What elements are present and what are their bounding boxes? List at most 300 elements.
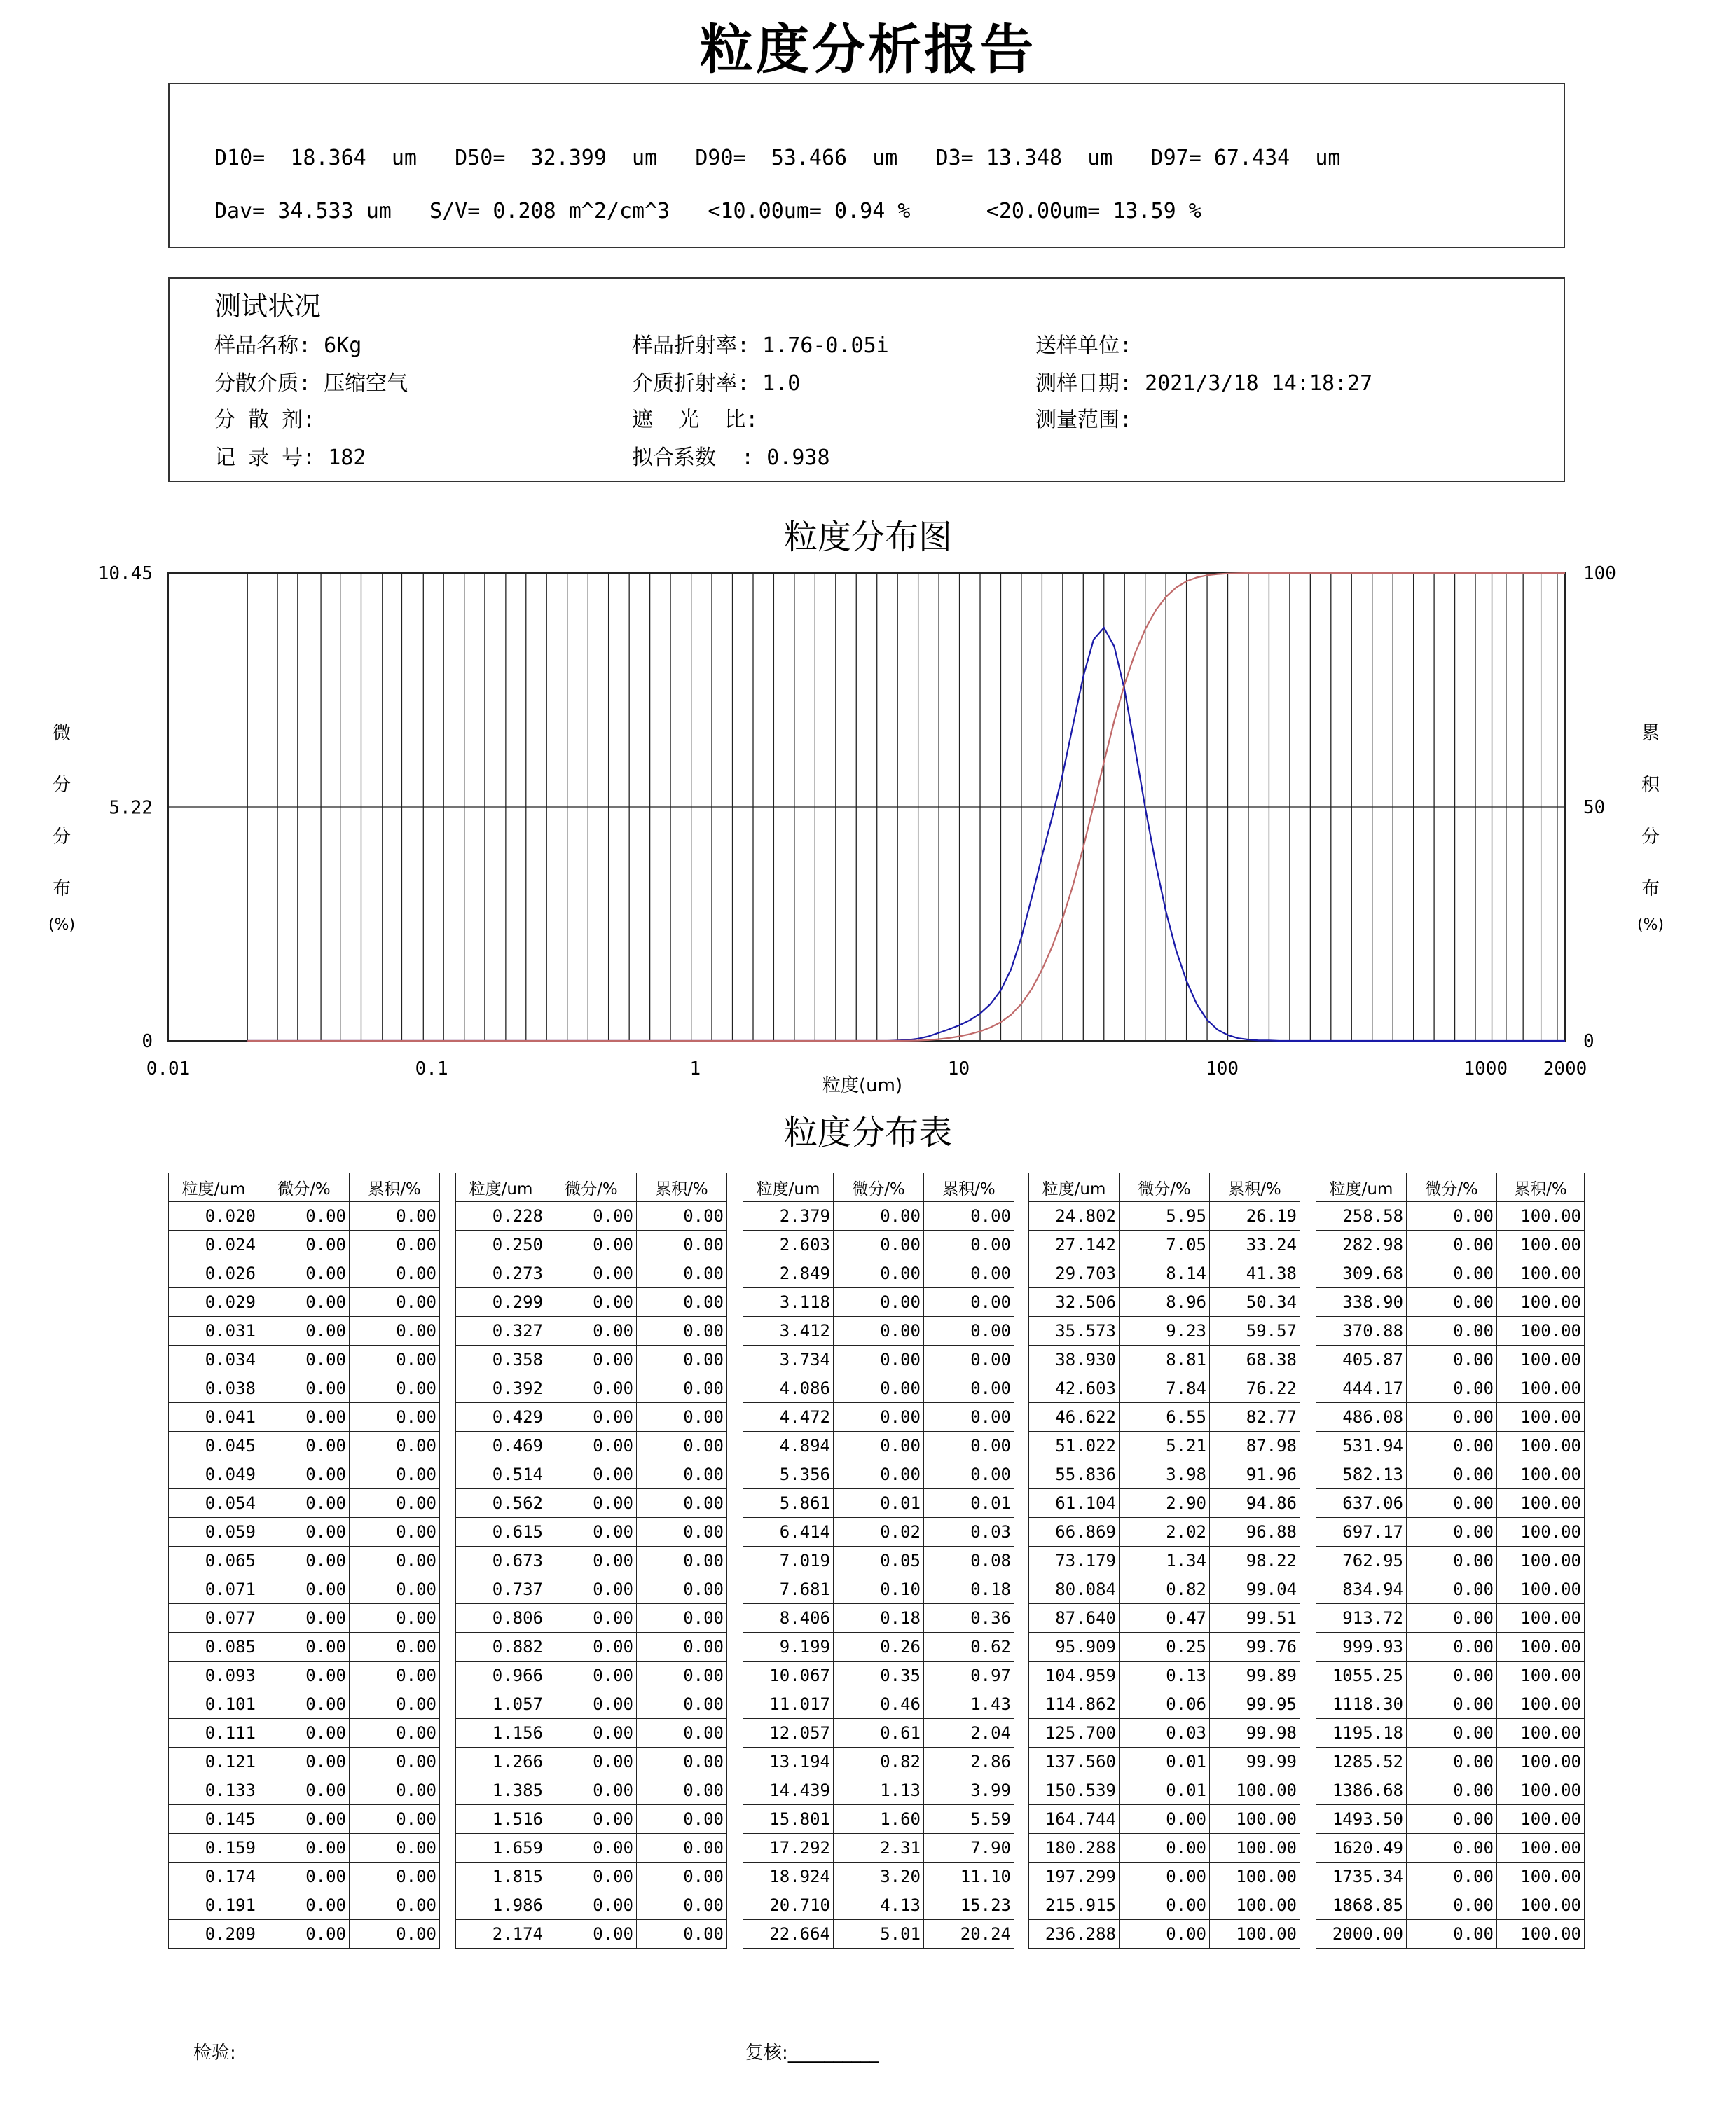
- table-cell: 4.086: [743, 1374, 834, 1403]
- table-row: [1029, 1518, 1300, 1547]
- table-row: [169, 1719, 440, 1748]
- table-cell: 15.801: [743, 1805, 834, 1834]
- table-header-row: [1029, 1173, 1300, 1202]
- table-cell: 0.26: [834, 1633, 924, 1662]
- table-cell: 0.00: [924, 1259, 1014, 1288]
- table-cell: 1118.30: [1316, 1690, 1407, 1719]
- table-row: [743, 1403, 1014, 1432]
- table-header-cell: 微分/%: [1407, 1173, 1497, 1202]
- table-row: [169, 1460, 440, 1489]
- table-cell: 1.986: [456, 1891, 546, 1920]
- table-cell: 0.059: [169, 1518, 259, 1547]
- table-cell: 100.00: [1497, 1604, 1585, 1633]
- report-title: 粒度分析报告: [700, 18, 1036, 81]
- table-cell: 0.00: [1407, 1604, 1497, 1633]
- table-header-cell: 粒度/um: [169, 1173, 259, 1202]
- table-header-cell: 累积/%: [924, 1173, 1014, 1202]
- table-cell: 0.00: [259, 1489, 350, 1518]
- table-cell: 137.560: [1029, 1748, 1120, 1776]
- table-header-cell: 微分/%: [834, 1173, 924, 1202]
- table-cell: 26.19: [1210, 1202, 1300, 1231]
- table-cell: 7.681: [743, 1575, 834, 1604]
- table-row: [456, 1288, 727, 1317]
- table-row: [169, 1288, 440, 1317]
- table-cell: 100.00: [1497, 1259, 1585, 1288]
- table-cell: 0.00: [1407, 1518, 1497, 1547]
- table-cell: 82.77: [1210, 1403, 1300, 1432]
- table-cell: 0.159: [169, 1834, 259, 1863]
- table-cell: 0.00: [350, 1374, 440, 1403]
- table-cell: 80.084: [1029, 1575, 1120, 1604]
- table-cell: 0.00: [637, 1374, 727, 1403]
- table-cell: 68.38: [1210, 1346, 1300, 1374]
- table-cell: 486.08: [1316, 1403, 1407, 1432]
- table-cell: 0.191: [169, 1891, 259, 1920]
- table-cell: 0.00: [637, 1863, 727, 1891]
- right-axis-label: [1637, 707, 1665, 936]
- table-cell: 0.562: [456, 1489, 546, 1518]
- table-cell: 0.00: [924, 1231, 1014, 1259]
- table-cell: 15.23: [924, 1891, 1014, 1920]
- y-left-tick-label: 0: [142, 1031, 153, 1052]
- table-cell: 0.62: [924, 1633, 1014, 1662]
- table-header-row: [456, 1173, 727, 1202]
- table-cell: 100.00: [1497, 1432, 1585, 1460]
- table-cell: 0.038: [169, 1374, 259, 1403]
- table-cell: 0.00: [637, 1259, 727, 1288]
- table-cell: 0.00: [637, 1662, 727, 1690]
- table-row: [1029, 1259, 1300, 1288]
- table-cell: 100.00: [1497, 1891, 1585, 1920]
- x-axis-label: 粒度(um): [822, 1075, 903, 1096]
- table-cell: 0.00: [546, 1259, 637, 1288]
- table-cell: 2000.00: [1316, 1920, 1407, 1949]
- table-cell: 0.00: [350, 1547, 440, 1575]
- table-cell: 0.514: [456, 1460, 546, 1489]
- table-row: [1316, 1231, 1585, 1259]
- table-cell: 99.98: [1210, 1719, 1300, 1748]
- conditions-heading: 测试状况: [214, 291, 322, 322]
- table-cell: 0.00: [834, 1460, 924, 1489]
- table-cell: 6.414: [743, 1518, 834, 1547]
- fit-coefficient: 拟合系数 : 0.938: [632, 445, 830, 470]
- table-row: [1316, 1288, 1585, 1317]
- summary-row-2: Dav= 34.533 um S/V= 0.208 m^2/cm^3 <10.00um= 0.94 % <20.00um= 13.59 %: [214, 199, 1201, 223]
- table-cell: 1.516: [456, 1805, 546, 1834]
- table-cell: 0.00: [259, 1547, 350, 1575]
- table-row: [456, 1547, 727, 1575]
- table-cell: 3.99: [924, 1776, 1014, 1805]
- table-cell: 0.18: [924, 1575, 1014, 1604]
- table-cell: 0.299: [456, 1288, 546, 1317]
- table-cell: 0.065: [169, 1547, 259, 1575]
- sender: 送样单位:: [1035, 333, 1133, 358]
- table-header-cell: 微分/%: [259, 1173, 350, 1202]
- sample-name: 样品名称: 6Kg: [214, 333, 362, 358]
- table-cell: 0.00: [924, 1403, 1014, 1432]
- table-row: [1316, 1259, 1585, 1288]
- table-cell: 0.00: [637, 1547, 727, 1575]
- table-cell: 236.288: [1029, 1920, 1120, 1949]
- table-row: [456, 1863, 727, 1891]
- table-cell: 0.00: [350, 1231, 440, 1259]
- table-cell: 0.00: [259, 1460, 350, 1489]
- table-row: [1029, 1863, 1300, 1891]
- table-row: [743, 1432, 1014, 1460]
- table-row: [456, 1346, 727, 1374]
- table-cell: 0.00: [1407, 1432, 1497, 1460]
- table-cell: 11.10: [924, 1863, 1014, 1891]
- table-row: [1316, 1547, 1585, 1575]
- table-cell: 100.00: [1497, 1317, 1585, 1346]
- table-cell: 0.00: [637, 1834, 727, 1863]
- table-cell: 0.01: [834, 1489, 924, 1518]
- table-row: [456, 1633, 727, 1662]
- table-cell: 0.00: [1407, 1662, 1497, 1690]
- y-left-tick-label: 5.22: [109, 797, 153, 819]
- table-cell: 1195.18: [1316, 1719, 1407, 1748]
- table-cell: 0.00: [924, 1317, 1014, 1346]
- table-row: [743, 1202, 1014, 1231]
- table-row: [1316, 1575, 1585, 1604]
- table-cell: 0.00: [1407, 1575, 1497, 1604]
- table-cell: 0.133: [169, 1776, 259, 1805]
- test-date: 测样日期: 2021/3/18 14:18:27: [1035, 371, 1373, 396]
- table-cell: 0.00: [350, 1202, 440, 1231]
- table-cell: 309.68: [1316, 1259, 1407, 1288]
- table-row: [169, 1432, 440, 1460]
- table-cell: 8.14: [1120, 1259, 1210, 1288]
- table-cell: 5.95: [1120, 1202, 1210, 1231]
- table-cell: 0.00: [546, 1317, 637, 1346]
- table-cell: 100.00: [1497, 1374, 1585, 1403]
- table-cell: 0.00: [546, 1776, 637, 1805]
- table-cell: 91.96: [1210, 1460, 1300, 1489]
- table-cell: 0.00: [350, 1575, 440, 1604]
- summary-row-1: D10= 18.364 um D50= 32.399 um D90= 53.466 um D3= 13.348 um D97= 67.434 um: [214, 146, 1341, 170]
- table-row: [1029, 1403, 1300, 1432]
- table-cell: 582.13: [1316, 1460, 1407, 1489]
- table-row: [1316, 1662, 1585, 1690]
- table-row: [1316, 1891, 1585, 1920]
- table-cell: 0.00: [546, 1288, 637, 1317]
- table-cell: 0.228: [456, 1202, 546, 1231]
- table-cell: 0.03: [924, 1518, 1014, 1547]
- table-cell: 0.00: [546, 1920, 637, 1949]
- table-cell: 10.067: [743, 1662, 834, 1690]
- table-cell: 762.95: [1316, 1547, 1407, 1575]
- medium-ri: 介质折射率: 1.0: [632, 371, 801, 396]
- table-row: [169, 1489, 440, 1518]
- table-cell: 0.00: [637, 1460, 727, 1489]
- table-cell: 41.38: [1210, 1259, 1300, 1288]
- table-cell: 0.00: [259, 1662, 350, 1690]
- table-cell: 0.00: [637, 1633, 727, 1662]
- table-cell: 0.00: [1120, 1834, 1210, 1863]
- table-cell: 6.55: [1120, 1403, 1210, 1432]
- table-cell: 0.00: [546, 1518, 637, 1547]
- table-cell: 0.00: [259, 1805, 350, 1834]
- table-row: [1316, 1403, 1585, 1432]
- table-cell: 0.00: [834, 1288, 924, 1317]
- table-cell: 0.145: [169, 1805, 259, 1834]
- table-cell: 1.659: [456, 1834, 546, 1863]
- x-tick-label: 10: [947, 1058, 970, 1079]
- table-row: [1029, 1633, 1300, 1662]
- table-cell: 0.00: [637, 1920, 727, 1949]
- table-cell: 0.071: [169, 1575, 259, 1604]
- table-cell: 5.861: [743, 1489, 834, 1518]
- table-cell: 0.111: [169, 1719, 259, 1748]
- table-row: [169, 1231, 440, 1259]
- table-cell: 5.59: [924, 1805, 1014, 1834]
- summary-box: [168, 83, 1565, 248]
- table-cell: 0.615: [456, 1518, 546, 1547]
- table-cell: 0.00: [259, 1259, 350, 1288]
- medium: 分散介质: 压缩空气: [214, 371, 408, 396]
- x-tick-label: 0.1: [415, 1058, 448, 1079]
- table-cell: 0.01: [1120, 1748, 1210, 1776]
- table-cell: 2.849: [743, 1259, 834, 1288]
- chart-title: 粒度分布图: [783, 518, 952, 557]
- table-cell: 0.00: [546, 1432, 637, 1460]
- table-cell: 0.121: [169, 1748, 259, 1776]
- table-cell: 0.00: [924, 1202, 1014, 1231]
- table-cell: 33.24: [1210, 1231, 1300, 1259]
- table-row: [1316, 1863, 1585, 1891]
- left-axis-label-char: 分: [52, 827, 71, 848]
- table-row: [743, 1690, 1014, 1719]
- table-row: [456, 1748, 727, 1776]
- table-cell: 0.00: [834, 1259, 924, 1288]
- table-cell: 3.118: [743, 1288, 834, 1317]
- table-cell: 0.054: [169, 1489, 259, 1518]
- table-cell: 0.36: [924, 1604, 1014, 1633]
- table-row: [1316, 1374, 1585, 1403]
- table-cell: 0.00: [546, 1460, 637, 1489]
- table-cell: 0.00: [637, 1432, 727, 1460]
- table-cell: 99.95: [1210, 1690, 1300, 1719]
- table-cell: 4.894: [743, 1432, 834, 1460]
- record-no: 记 录 号: 182: [214, 445, 366, 470]
- table-row: [1316, 1489, 1585, 1518]
- table-row: [1316, 1518, 1585, 1547]
- table-cell: 0.82: [1120, 1575, 1210, 1604]
- table-cell: 0.00: [259, 1776, 350, 1805]
- table-cell: 0.00: [350, 1317, 440, 1346]
- table-cell: 0.00: [1407, 1834, 1497, 1863]
- table-cell: 0.469: [456, 1432, 546, 1460]
- table-cell: 100.00: [1210, 1805, 1300, 1834]
- table-cell: 95.909: [1029, 1633, 1120, 1662]
- table-row: [1029, 1432, 1300, 1460]
- table-cell: 0.00: [1407, 1317, 1497, 1346]
- table-cell: 99.99: [1210, 1748, 1300, 1776]
- table-row: [456, 1317, 727, 1346]
- table-cell: 100.00: [1497, 1346, 1585, 1374]
- table-cell: 0.00: [924, 1346, 1014, 1374]
- table-cell: 834.94: [1316, 1575, 1407, 1604]
- table-row: [456, 1920, 727, 1949]
- table-cell: 0.00: [350, 1288, 440, 1317]
- table-cell: 0.25: [1120, 1633, 1210, 1662]
- table-cell: 7.84: [1120, 1374, 1210, 1403]
- table-cell: 0.00: [924, 1432, 1014, 1460]
- table-cell: 61.104: [1029, 1489, 1120, 1518]
- table-cell: 215.915: [1029, 1891, 1120, 1920]
- table-cell: 0.020: [169, 1202, 259, 1231]
- table-cell: 370.88: [1316, 1317, 1407, 1346]
- table-cell: 0.46: [834, 1690, 924, 1719]
- table-cell: 0.00: [834, 1374, 924, 1403]
- table-row: [1029, 1604, 1300, 1633]
- table-cell: 35.573: [1029, 1317, 1120, 1346]
- table-cell: 0.01: [924, 1489, 1014, 1518]
- table-cell: 94.86: [1210, 1489, 1300, 1518]
- table-cell: 637.06: [1316, 1489, 1407, 1518]
- table-cell: 0.00: [546, 1662, 637, 1690]
- table-row: [456, 1374, 727, 1403]
- table-cell: 100.00: [1210, 1776, 1300, 1805]
- table-cell: 0.00: [259, 1920, 350, 1949]
- table-cell: 444.17: [1316, 1374, 1407, 1403]
- table-header-row: [169, 1173, 440, 1202]
- table-cell: 0.00: [350, 1346, 440, 1374]
- table-cell: 0.00: [1407, 1288, 1497, 1317]
- table-cell: 2.90: [1120, 1489, 1210, 1518]
- table-cell: 2.174: [456, 1920, 546, 1949]
- table-cell: 100.00: [1497, 1288, 1585, 1317]
- table-cell: 0.00: [259, 1346, 350, 1374]
- table-row: [1029, 1834, 1300, 1863]
- table-cell: 0.00: [637, 1891, 727, 1920]
- table-cell: 0.00: [637, 1604, 727, 1633]
- table-cell: 0.00: [350, 1403, 440, 1432]
- table-cell: 51.022: [1029, 1432, 1120, 1460]
- table-cell: 0.00: [1407, 1690, 1497, 1719]
- table-cell: 3.734: [743, 1346, 834, 1374]
- table-cell: 531.94: [1316, 1432, 1407, 1460]
- table-row: [743, 1374, 1014, 1403]
- right-axis-label-char: 分: [1641, 827, 1660, 848]
- table-row: [169, 1518, 440, 1547]
- table-cell: 197.299: [1029, 1863, 1120, 1891]
- table-row: [1316, 1604, 1585, 1633]
- table-row: [1029, 1920, 1300, 1949]
- table-cell: 0.00: [1407, 1891, 1497, 1920]
- left-axis-label-char: 微: [52, 723, 71, 744]
- table-cell: 3.412: [743, 1317, 834, 1346]
- table-cell: 0.174: [169, 1863, 259, 1891]
- table-cell: 0.03: [1120, 1719, 1210, 1748]
- table-row: [1316, 1346, 1585, 1374]
- table-cell: 0.00: [637, 1317, 727, 1346]
- right-axis-label-char: 累: [1641, 723, 1660, 744]
- table-cell: 258.58: [1316, 1202, 1407, 1231]
- table-cell: 0.00: [637, 1489, 727, 1518]
- table-cell: 0.00: [1407, 1776, 1497, 1805]
- table-cell: 1386.68: [1316, 1776, 1407, 1805]
- table-cell: 0.01: [1120, 1776, 1210, 1805]
- table-cell: 0.024: [169, 1231, 259, 1259]
- table-row: [743, 1719, 1014, 1748]
- table-cell: 1.385: [456, 1776, 546, 1805]
- distribution-table: [743, 1173, 1014, 1949]
- table-cell: 0.00: [546, 1489, 637, 1518]
- table-row: [1316, 1460, 1585, 1489]
- table-cell: 0.00: [834, 1317, 924, 1346]
- table-cell: 0.35: [834, 1662, 924, 1690]
- y-left-tick-label: 10.45: [97, 563, 153, 584]
- table-row: [743, 1547, 1014, 1575]
- table-row: [169, 1748, 440, 1776]
- table-cell: 0.00: [1407, 1202, 1497, 1231]
- table-cell: 100.00: [1497, 1805, 1585, 1834]
- table-cell: 0.00: [259, 1317, 350, 1346]
- table-row: [169, 1662, 440, 1690]
- table-cell: 100.00: [1210, 1920, 1300, 1949]
- table-row: [1316, 1834, 1585, 1863]
- table-cell: 0.00: [1407, 1374, 1497, 1403]
- table-cell: 0.429: [456, 1403, 546, 1432]
- table-cell: 0.00: [834, 1403, 924, 1432]
- table-cell: 87.640: [1029, 1604, 1120, 1633]
- distribution-table: [1316, 1173, 1585, 1949]
- table-row: [169, 1259, 440, 1288]
- table-row: [1029, 1489, 1300, 1518]
- table-cell: 0.00: [637, 1575, 727, 1604]
- left-axis-label-char: (%): [48, 916, 76, 934]
- x-tick-label: 100: [1206, 1058, 1239, 1079]
- table-cell: 100.00: [1497, 1460, 1585, 1489]
- table-cell: 0.00: [259, 1202, 350, 1231]
- table-cell: 0.00: [350, 1633, 440, 1662]
- table-cell: 0.00: [350, 1748, 440, 1776]
- table-cell: 0.00: [350, 1690, 440, 1719]
- table-row: [743, 1891, 1014, 1920]
- table-cell: 0.00: [350, 1460, 440, 1489]
- table-cell: 4.13: [834, 1891, 924, 1920]
- y-right-tick-label: 0: [1583, 1031, 1594, 1052]
- table-cell: 100.00: [1210, 1891, 1300, 1920]
- table-cell: 0.273: [456, 1259, 546, 1288]
- table-cell: 100.00: [1497, 1489, 1585, 1518]
- table-row: [169, 1604, 440, 1633]
- table-cell: 1.43: [924, 1690, 1014, 1719]
- table-cell: 38.930: [1029, 1346, 1120, 1374]
- table-cell: 0.00: [546, 1547, 637, 1575]
- table-cell: 0.00: [1407, 1805, 1497, 1834]
- table-cell: 2.86: [924, 1748, 1014, 1776]
- table-row: [169, 1374, 440, 1403]
- table-cell: 0.00: [637, 1719, 727, 1748]
- table-row: [743, 1346, 1014, 1374]
- table-cell: 0.00: [834, 1346, 924, 1374]
- table-cell: 0.00: [350, 1259, 440, 1288]
- table-cell: 0.00: [350, 1489, 440, 1518]
- table-header-cell: 粒度/um: [456, 1173, 546, 1202]
- right-axis-label-char: (%): [1637, 916, 1665, 934]
- table-cell: 5.01: [834, 1920, 924, 1949]
- table-cell: 1055.25: [1316, 1662, 1407, 1690]
- table-cell: 0.00: [546, 1202, 637, 1231]
- table-row: [1029, 1690, 1300, 1719]
- table-row: [456, 1690, 727, 1719]
- table-cell: 1.815: [456, 1863, 546, 1891]
- table-cell: 14.439: [743, 1776, 834, 1805]
- x-tick-label: 1000: [1463, 1058, 1508, 1079]
- table-cell: 59.57: [1210, 1317, 1300, 1346]
